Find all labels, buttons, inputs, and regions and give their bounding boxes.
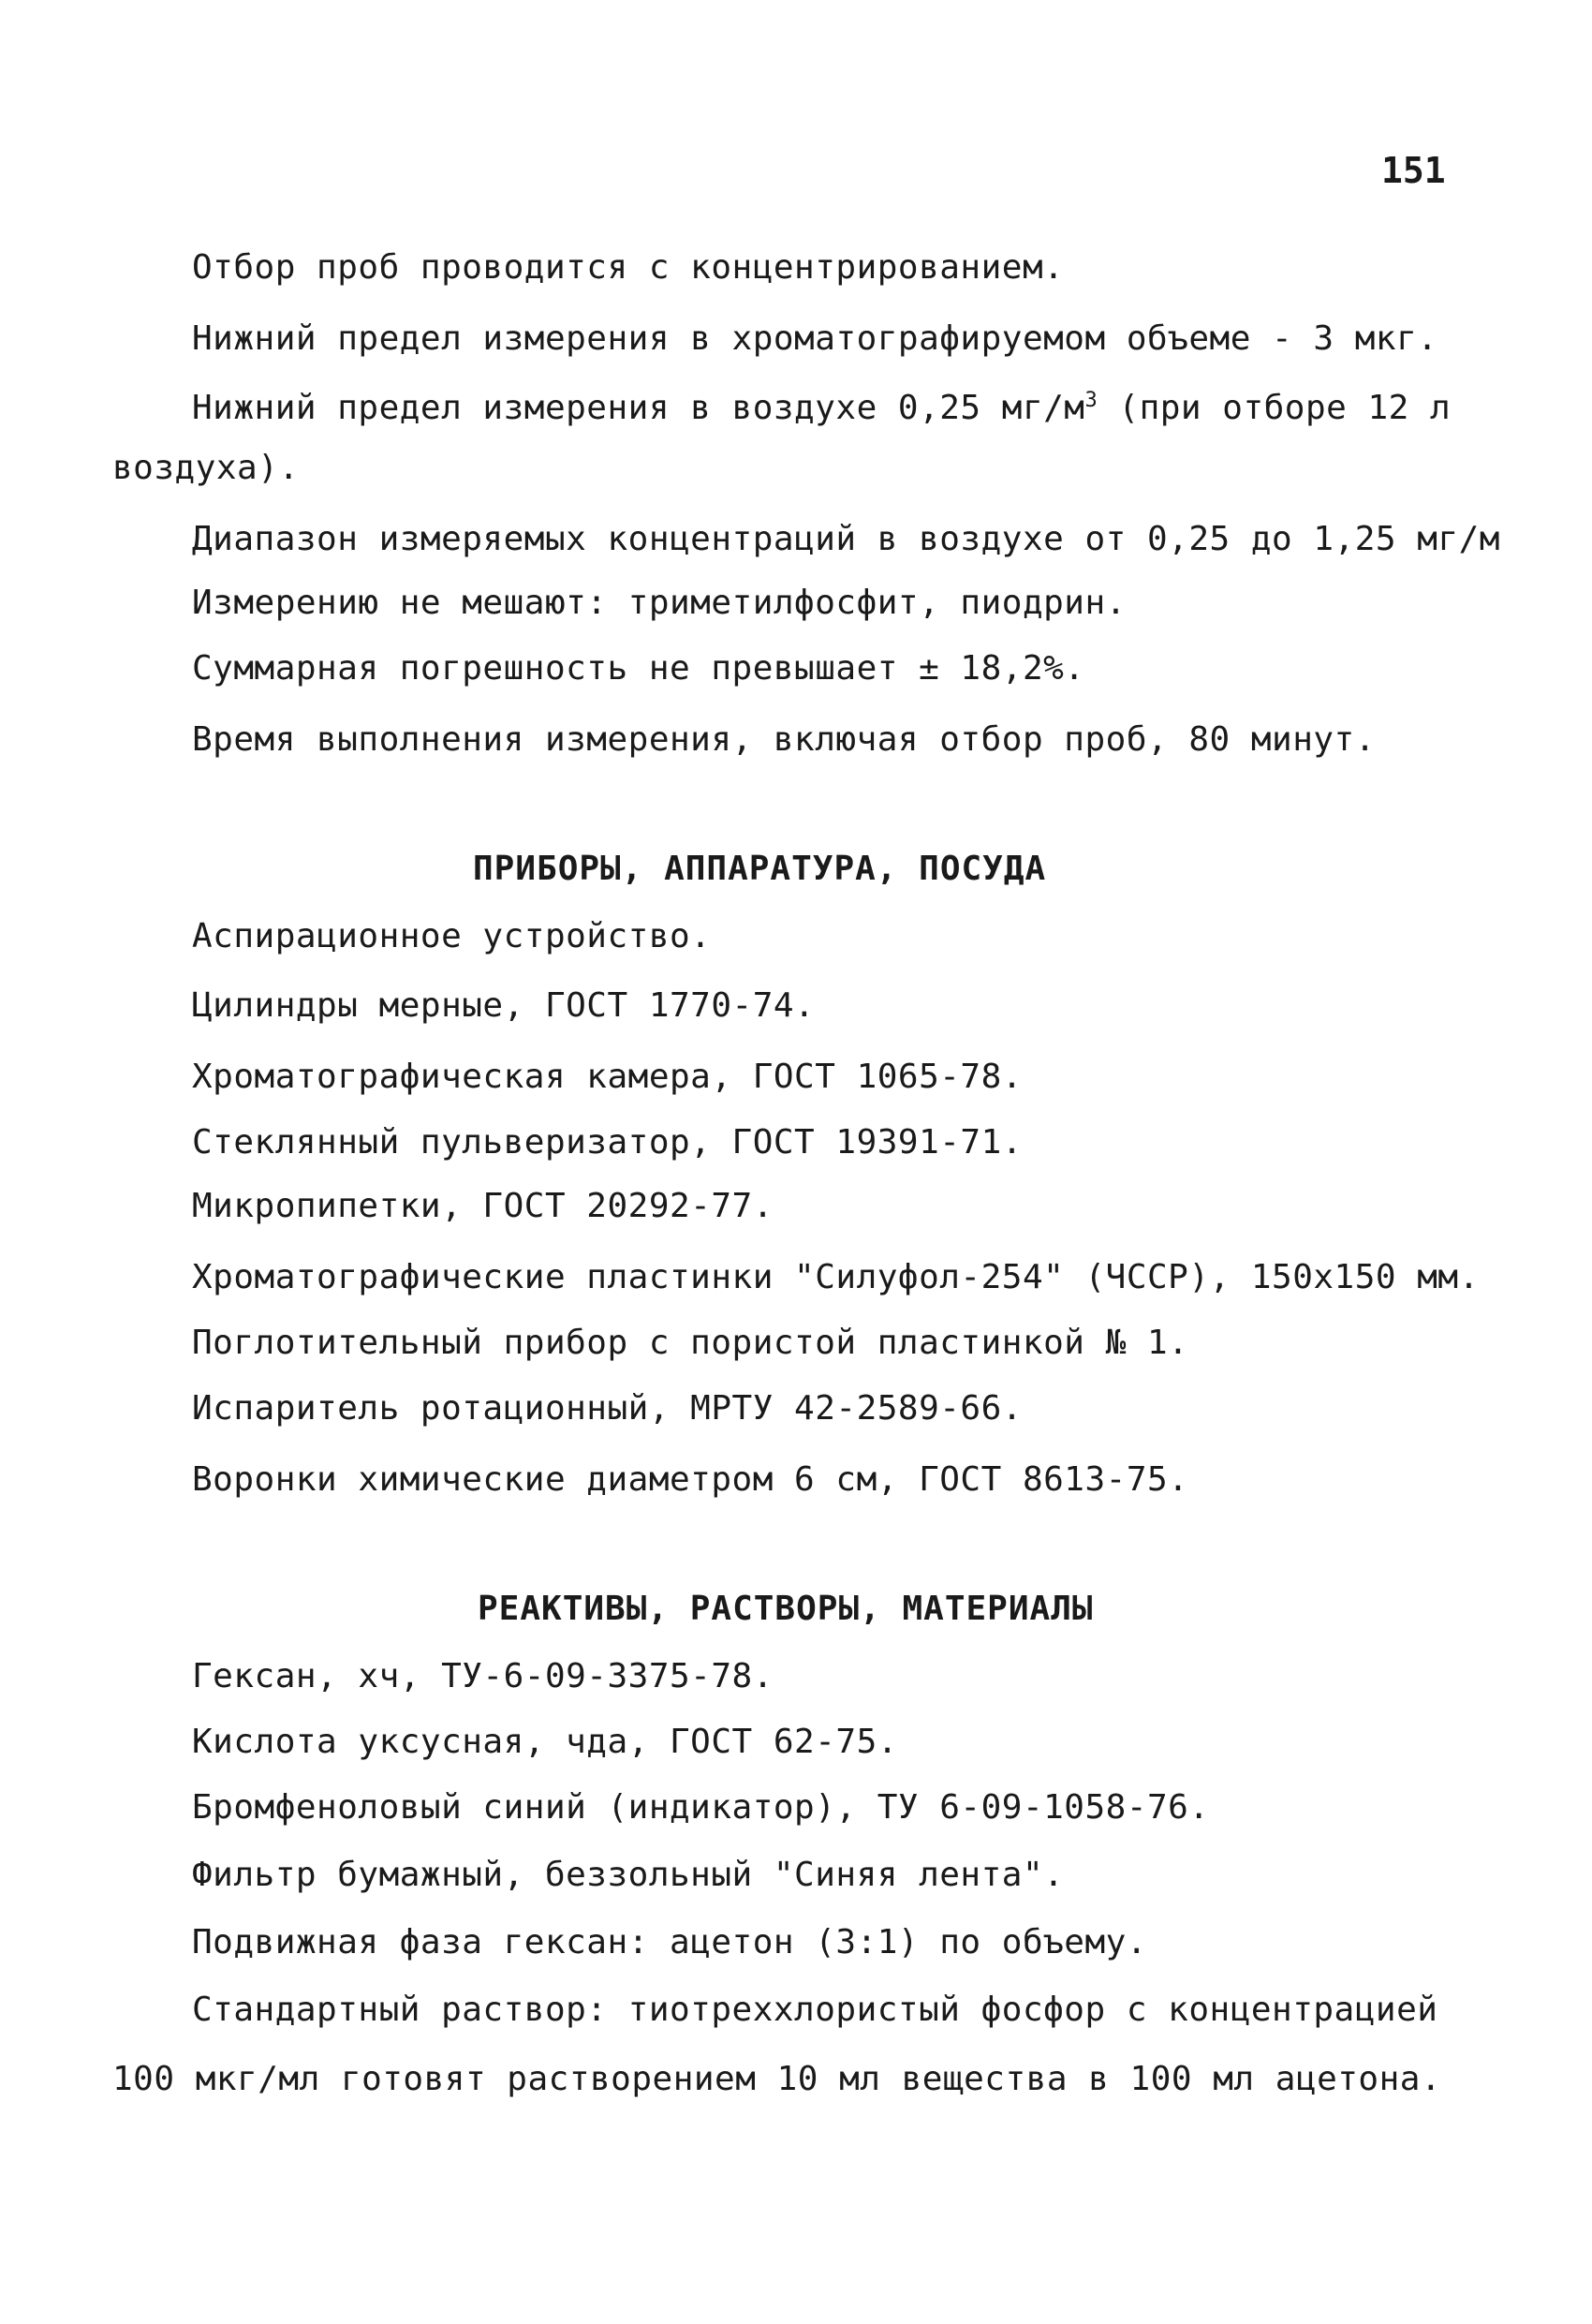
equipment-item: Хроматографические пластинки "Силуфол-254" (ЧССР), 150х150 мм.: [192, 1258, 1480, 1296]
lower-limit-air-text: [192, 386, 1451, 431]
equipment-item: Воронки химические диаметром 6 см, ГОСТ 8613-75.: [192, 1460, 1189, 1499]
lower-limit-air-sup: 3: [1084, 389, 1098, 412]
error-text: Суммарная погрешность не превышает ± 18,2%.: [192, 649, 1085, 688]
reagent-item: Бромфеноловый синий (индикатор), ТУ 6-09-1058-76.: [192, 1788, 1210, 1827]
standard-solution-line2: 100 мкг/мл готовят растворением 10 мл вещества в 100 мл ацетона.: [112, 2060, 1442, 2098]
equipment-item: Цилиндры мерные, ГОСТ 1770-74.: [192, 986, 816, 1025]
equipment-item: Стеклянный пульверизатор, ГОСТ 19391-71.: [192, 1123, 1023, 1162]
reagent-item: Кислота уксусная, чда, ГОСТ 62-75.: [192, 1723, 898, 1761]
duration-text: Время выполнения измерения, включая отбор проб, 80 минут.: [192, 720, 1376, 759]
lower-limit-air-continuation: воздуха).: [112, 449, 300, 487]
lower-limit-air-end: (при отборе 12 л: [1098, 389, 1452, 427]
equipment-item: Микропипетки, ГОСТ 20292-77.: [192, 1187, 774, 1225]
reagents-heading: РЕАКТИВЫ, РАСТВОРЫ, МАТЕРИАЛЫ: [478, 1590, 1094, 1628]
page-number: 151: [1381, 150, 1446, 191]
reagent-item: Фильтр бумажный, беззольный "Синяя лента".: [192, 1856, 1065, 1894]
interference-text: Измерению не мешают: триметилфосфит, пиодрин.: [192, 584, 1127, 622]
reagent-item: Гексан, хч, ТУ-6-09-3375-78.: [192, 1657, 774, 1695]
equipment-item: Аспирационное устройство.: [192, 917, 712, 955]
equipment-item: Поглотительный прибор с пористой пластинкой № 1.: [192, 1324, 1189, 1362]
lower-limit-chromatographed-text: Нижний предел измерения в хроматографируемом объеме - 3 мкг.: [192, 319, 1438, 358]
reagent-item: Подвижная фаза гексан: ацетон (3:1) по объему.: [192, 1923, 1147, 1961]
equipment-heading: ПРИБОРЫ, АППАРАТУРА, ПОСУДА: [473, 850, 1047, 888]
sampling-text: Отбор проб проводится с концентрированием.: [192, 248, 1065, 287]
equipment-item: Испаритель ротационный, МРТУ 42-2589-66.: [192, 1389, 1023, 1428]
range-text: Диапазон измеряемых концентраций в воздухе от 0,25 до 1,25 мг/м: [192, 520, 1500, 558]
equipment-item: Хроматографическая камера, ГОСТ 1065-78.: [192, 1058, 1023, 1096]
lower-limit-air-start: Нижний предел измерения в воздухе 0,25 мг/м: [192, 389, 1085, 427]
standard-solution-line1: Стандартный раствор: тиотреххлористый фосфор с концентрацией: [192, 1991, 1438, 2029]
